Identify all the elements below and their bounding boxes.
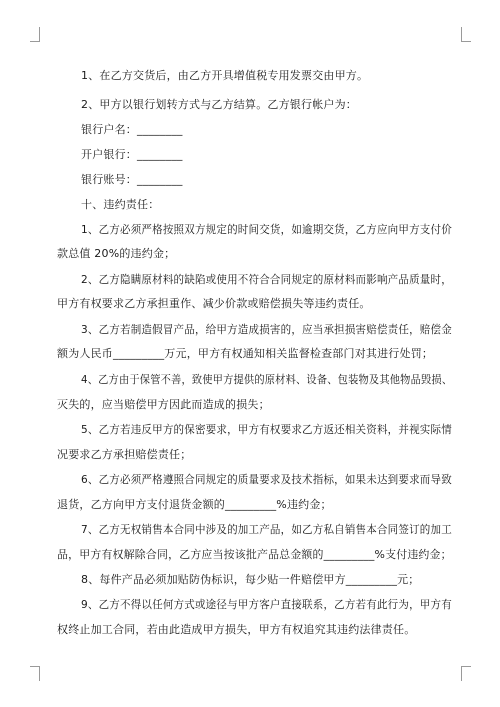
text-line: 8、每件产品必须加贴防伪标识，每少贴一件赔偿甲方_________元；	[81, 573, 420, 586]
text-line: 品，甲方有权解除合同，乙方应当按该批产品总金额的_________%支付违约金；	[57, 548, 452, 561]
crop-mark-top-left	[30, 27, 40, 42]
text-line: 9、乙方不得以任何方式或途径与甲方客户直接联系，乙方若有此行为，甲方有	[81, 598, 452, 611]
text-line: 1、在乙方交货后，由乙方开具增值税专用发票交由甲方。	[81, 69, 369, 82]
text-line: 7、乙方无权销售本合同中涉及的加工产品，如乙方私自销售本合同签订的加工	[81, 523, 452, 536]
text-line: 开户银行：________	[81, 148, 183, 161]
text-line: 甲方有权要求乙方承担重作、减少价款或赔偿损失等违约责任。	[57, 297, 371, 310]
text-line: 3、乙方若制造假冒产品，给甲方造成损害的，应当承担损害赔偿责任，赔偿金	[81, 323, 452, 336]
text-line: 灭失的，应当赔偿甲方因此而造成的损失；	[57, 398, 270, 411]
text-line: 6、乙方必须严格遵照合同规定的质量要求及技术指标，如果未达到要求而导致	[81, 473, 452, 486]
text-line: 况要求乙方承担赔偿责任；	[57, 448, 192, 461]
text-line: 2、乙方隐瞒原材料的缺陷或使用不符合合同规定的原材料而影响产品质量时，	[81, 273, 452, 286]
text-line: 额为人民币_________万元，甲方有权通知相关监督检查部门对其进行处罚；	[57, 347, 434, 360]
crop-mark-top-right	[461, 27, 471, 42]
text-line: 2、甲方以银行划转方式与乙方结算。乙方银行帐户为：	[81, 98, 357, 111]
text-line: 银行户名：________	[81, 123, 183, 136]
section-heading: 十、违约责任：	[81, 198, 160, 211]
crop-mark-bottom-right	[461, 666, 471, 681]
crop-mark-bottom-left	[30, 666, 40, 681]
text-line: 4、乙方由于保管不善，致使甲方提供的原材料、设备、包装物及其他物品毁损、	[81, 373, 453, 386]
text-line: 款总值 20%的违约金；	[57, 247, 176, 260]
text-line: 权终止加工合同，若由此造成甲方损失，甲方有权追究其违约法律责任。	[57, 623, 416, 636]
text-line: 1、乙方必须严格按照双方规定的时间交货，如逾期交货，乙方应向甲方支付价	[81, 223, 452, 236]
text-line: 5、乙方若违反甲方的保密要求，甲方有权要求乙方返还相关资料，并视实际情	[81, 423, 452, 436]
text-line: 退货，乙方向甲方支付退货金额的_________%违约金；	[57, 498, 332, 511]
text-line: 银行账号：________	[81, 173, 183, 186]
